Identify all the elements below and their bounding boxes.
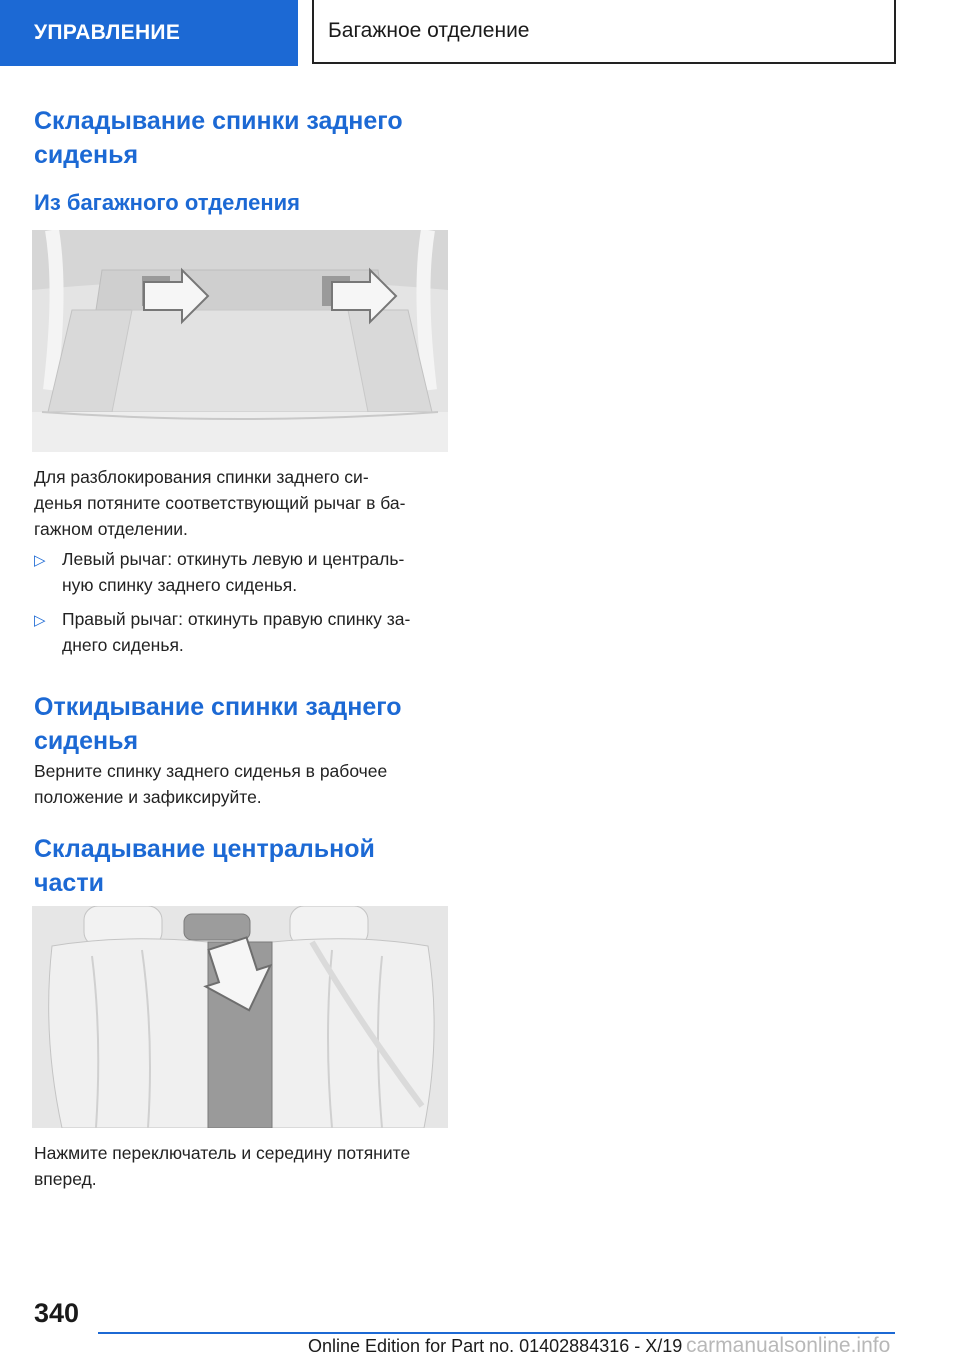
- section1-title-line1: Складывание спинки заднего: [34, 107, 403, 135]
- page-number: 340: [34, 1298, 80, 1328]
- list-item: [34, 606, 454, 658]
- section3-title: [34, 832, 454, 900]
- section2-title-line1: Откидывание спинки заднего: [34, 693, 402, 721]
- watermark: carmanualsonline.info: [686, 1334, 891, 1357]
- section-tab: [0, 0, 298, 66]
- section1-para-line1: Для разблокирования спинки заднего си-: [34, 467, 369, 487]
- section1-para-line3: гажном отделении.: [34, 519, 188, 539]
- section2-para-line1: Верните спинку заднего сиденья в рабочее: [34, 761, 388, 781]
- section1-para-line2: денья потяните соответствующий рычаг в ба-: [34, 493, 406, 513]
- section1-subtitle: Из багажного отделения: [34, 190, 300, 215]
- section2-title-line2: сиденья: [34, 727, 139, 755]
- bullet1-line2: ную спинку заднего сиденья.: [62, 575, 298, 595]
- bullet-triangle-icon: ▷: [34, 612, 46, 629]
- footer-edition: Online Edition for Part no. 01402884316 - X/19: [308, 1336, 683, 1356]
- section2-title: [34, 690, 454, 758]
- trunk-levers-icon: [32, 230, 448, 452]
- section2-para-line2: положение и зафиксируйте.: [34, 787, 262, 807]
- section3-title-line2: части: [34, 869, 104, 897]
- section-title: УПРАВЛЕНИЕ: [34, 21, 181, 44]
- bullet-triangle-icon: ▷: [34, 552, 46, 569]
- section3-title-line1: Складывание центральной: [34, 835, 375, 863]
- section3-para-line1: Нажмите переключатель и середину потяните: [34, 1143, 411, 1163]
- bullet2-line2: днего сиденья.: [62, 635, 184, 655]
- rear-seat-center-icon: [32, 906, 448, 1128]
- section2-paragraph: [34, 758, 454, 810]
- bullet1-line1: Левый рычаг: откинуть левую и централь-: [62, 549, 405, 569]
- section3-paragraph: [34, 1140, 454, 1192]
- section1-paragraph: [34, 464, 454, 542]
- chapter-title: Багажное отделение: [328, 19, 530, 42]
- section1-title-line2: сиденья: [34, 141, 139, 169]
- list-item: [34, 546, 454, 598]
- bullet2-line1: Правый рычаг: откинуть правую спинку за-: [62, 609, 411, 629]
- chapter-header: [312, 0, 896, 64]
- section3-para-line2: вперед.: [34, 1169, 97, 1189]
- section1-title: [34, 104, 454, 172]
